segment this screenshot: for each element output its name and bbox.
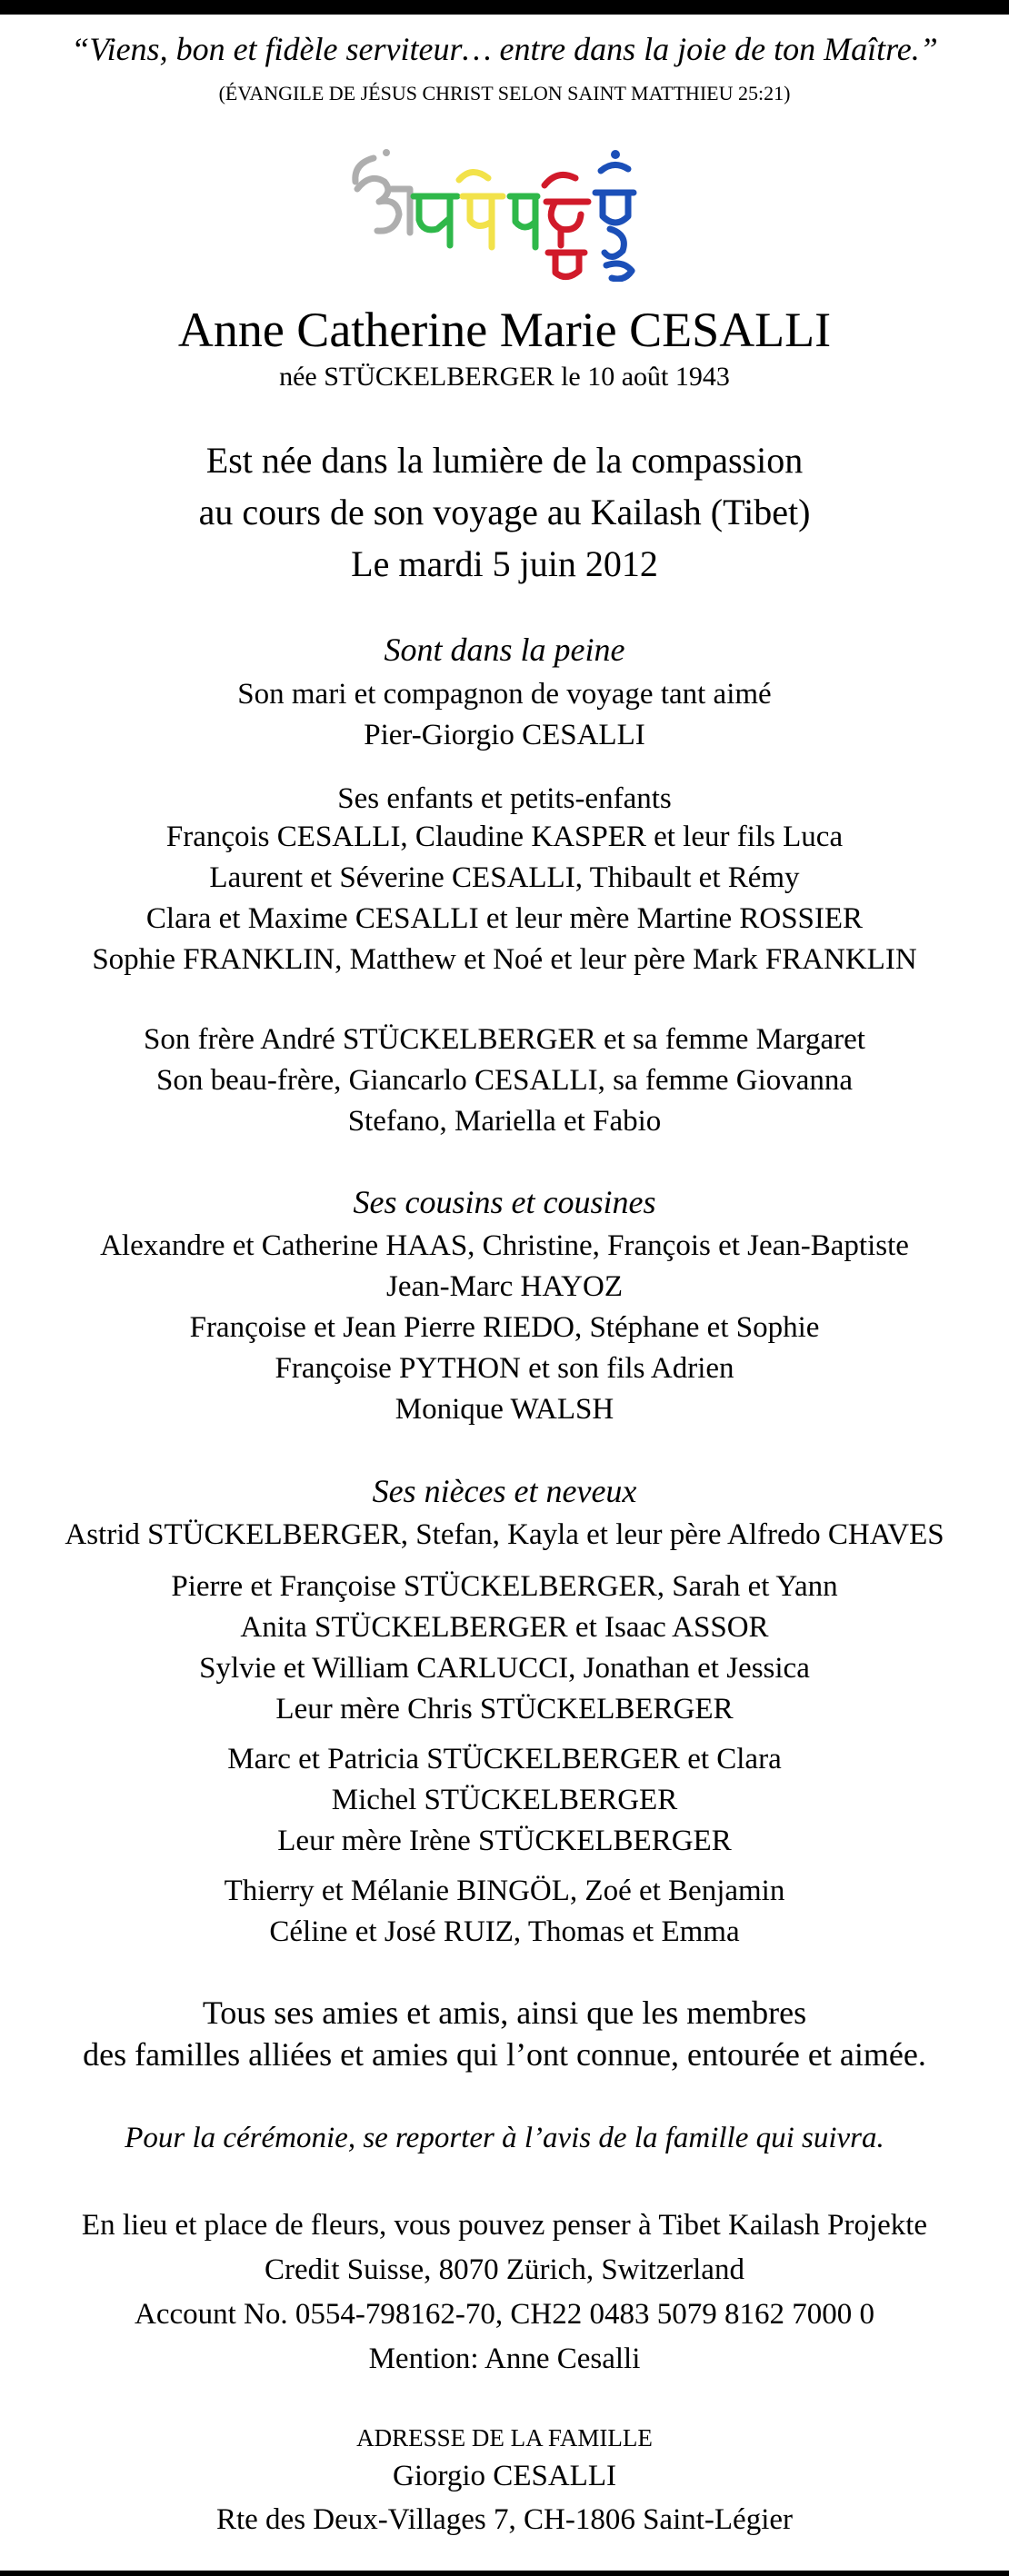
mourner-line: Stefano, Mariella et Fabio [347, 1105, 662, 1138]
mourner-line: Son frère André STÜCKELBERGER et sa femme Margaret [144, 1023, 865, 1056]
nieces-heading: Ses nièces et neveux [372, 1473, 637, 1509]
cousin-line: Françoise et Jean Pierre RIEDO, Stéphane et Sophie [189, 1311, 820, 1344]
niece-line: Leur mère Chris STÜCKELBERGER [275, 1693, 734, 1726]
family-address-name: Giorgio CESALLI [393, 2460, 616, 2492]
bottom-border [0, 2571, 1009, 2576]
deceased-name: Anne Catherine Marie CESALLI [177, 303, 832, 357]
cousin-line: Monique WALSH [395, 1393, 614, 1426]
epigraph-quote: “Viens, bon et fidèle serviteur… entre dans la joie de ton Maître.” [71, 31, 938, 67]
friends-line: Tous ses amies et amis, ainsi que les membres [202, 1994, 807, 2031]
cousin-line: Françoise PYTHON et son fils Adrien [275, 1352, 734, 1385]
mourner-line: François CESALLI, Claudine KASPER et leur fils Luca [165, 821, 844, 853]
family-address-heading: ADRESSE DE LA FAMILLE [356, 2424, 653, 2452]
friends-line: des familles alliées et amies qui l’ont connue, entourée et aimée. [83, 2036, 926, 2073]
cousin-line: Jean-Marc HAYOZ [386, 1270, 623, 1303]
mourner-line: Son beau-frère, Giancarlo CESALLI, sa femme Giovanna [155, 1064, 854, 1097]
donation-line: En lieu et place de fleurs, vous pouvez penser à Tibet Kailash Projekte [81, 2209, 928, 2242]
announcement-line: Est née dans la lumière de la compassion [205, 440, 804, 481]
cousin-line: Alexandre et Catherine HAAS, Christine, François et Jean-Baptiste [100, 1229, 909, 1262]
epigraph-source: (ÉVANGILE DE JÉSUS CHRIST SELON SAINT MATTHIEU 25:21) [218, 82, 791, 104]
niece-line: Thierry et Mélanie BINGÖL, Zoé et Benjamin [224, 1875, 785, 1907]
mourner-line: Pier-Giorgio CESALLI [364, 719, 645, 751]
om-mani-padme-hum-icon [350, 145, 641, 282]
niece-line: Leur mère Irène STÜCKELBERGER [277, 1825, 732, 1857]
donation-line: Credit Suisse, 8070 Zürich, Switzerland [265, 2253, 744, 2286]
ceremony-note: Pour la cérémonie, se reporter à l’avis de la famille qui suivra. [125, 2122, 884, 2154]
deceased-birth: née STÜCKELBERGER le 10 août 1943 [279, 362, 730, 392]
donation-line: Mention: Anne Cesalli [368, 2342, 641, 2375]
niece-line: Pierre et Françoise STÜCKELBERGER, Sarah et Yann [171, 1570, 838, 1603]
family-address-street: Rte des Deux-Villages 7, CH-1806 Saint-Légier [215, 2503, 794, 2536]
mourner-line: Son mari et compagnon de voyage tant aimé [237, 678, 772, 711]
announcement-line: Le mardi 5 juin 2012 [351, 543, 658, 584]
mourner-line: Sophie FRANKLIN, Matthew et Noé et leur père Mark FRANKLIN [92, 943, 917, 976]
mourners-heading: Sont dans la peine [384, 632, 625, 668]
cousins-heading: Ses cousins et cousines [353, 1184, 656, 1220]
donation-line: Account No. 0554-798162-70, CH22 0483 5079 8162 7000 0 [135, 2298, 874, 2331]
mourner-line: Laurent et Séverine CESALLI, Thibault et Rémy [209, 861, 800, 894]
niece-line: Marc et Patricia STÜCKELBERGER et Clara [227, 1743, 782, 1775]
niece-line: Céline et José RUIZ, Thomas et Emma [269, 1915, 740, 1948]
mourner-line: Ses enfants et petits-enfants [337, 782, 672, 815]
niece-line: Anita STÜCKELBERGER et Isaac ASSOR [240, 1611, 769, 1644]
mourner-line: Clara et Maxime CESALLI et leur mère Martine ROSSIER [145, 902, 864, 935]
niece-line: Sylvie et William CARLUCCI, Jonathan et Jessica [199, 1652, 810, 1685]
announcement-line: au cours de son voyage au Kailash (Tibet) [198, 492, 811, 532]
top-border [0, 0, 1009, 15]
niece-line: Astrid STÜCKELBERGER, Stefan, Kayla et leur père Alfredo CHAVES [65, 1518, 944, 1551]
niece-line: Michel STÜCKELBERGER [331, 1784, 678, 1816]
